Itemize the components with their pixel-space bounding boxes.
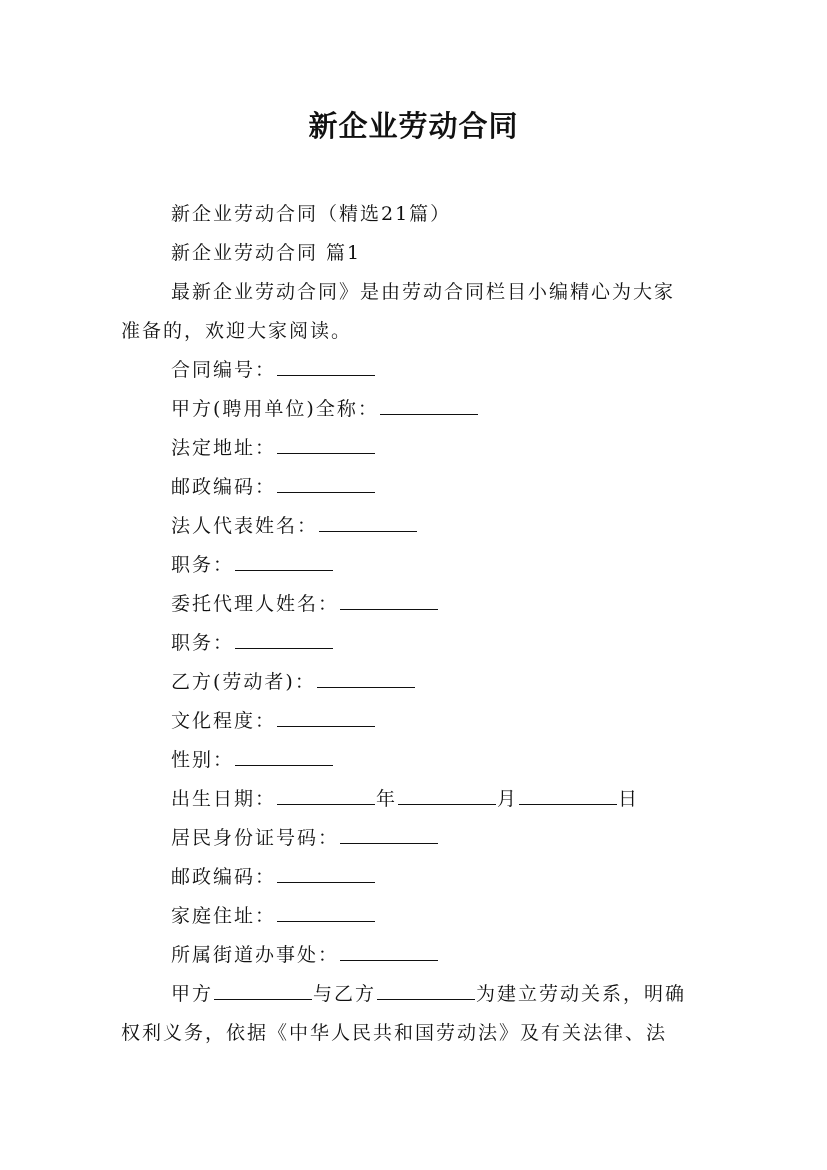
month-label: 月 — [497, 788, 519, 810]
fill-blank — [317, 671, 415, 688]
fill-blank — [235, 749, 333, 766]
field-postal-code-a — [171, 472, 376, 499]
field-label: 居民身份证号码： — [171, 827, 340, 849]
fill-blank — [277, 437, 375, 454]
intro-line-2 — [121, 316, 352, 343]
field-postal-code-b — [171, 862, 376, 889]
field-label: 法人代表姓名： — [171, 515, 319, 537]
agreement-text-c: 为建立劳动关系，明确 — [476, 983, 687, 1005]
fill-blank — [340, 944, 438, 961]
field-label: 所属街道办事处： — [171, 944, 340, 966]
fill-blank — [340, 827, 438, 844]
field-legal-address — [171, 433, 376, 460]
fill-blank — [277, 359, 375, 376]
year-label: 年 — [376, 788, 398, 810]
intro-text-2: 准备的，欢迎大家阅读。 — [121, 320, 353, 342]
field-position-1 — [171, 550, 334, 577]
field-label: 出生日期： — [171, 788, 277, 810]
field-label: 乙方(劳动者)： — [171, 671, 316, 693]
agreement-text-a: 甲方 — [171, 983, 214, 1005]
intro-text-1: 最新企业劳动合同》是由劳动合同栏目小编精心为大家 — [171, 281, 676, 303]
fill-blank — [235, 632, 333, 649]
field-label: 邮政编码： — [171, 866, 277, 888]
fill-blank — [277, 476, 375, 493]
fill-blank — [519, 788, 617, 805]
field-education — [171, 706, 376, 733]
fill-blank — [277, 905, 375, 922]
field-gender — [171, 745, 334, 772]
agreement-line-2 — [121, 1018, 667, 1045]
field-legal-rep-name — [171, 511, 418, 538]
agreement-line-1 — [171, 979, 686, 1006]
field-label: 职务： — [171, 632, 235, 654]
field-label: 邮政编码： — [171, 476, 277, 498]
field-party-b — [171, 667, 416, 694]
fill-blank — [235, 554, 333, 571]
document-title: 新企业劳动合同 — [308, 109, 519, 143]
fill-blank — [380, 398, 478, 415]
fill-blank — [214, 983, 312, 1000]
fill-blank — [398, 788, 496, 805]
section-heading-text: 新企业劳动合同 篇1 — [171, 242, 362, 264]
field-party-a-name — [171, 394, 479, 421]
field-position-2 — [171, 628, 334, 655]
field-label: 文化程度： — [171, 710, 277, 732]
subtitle-text: 新企业劳动合同（精选21篇） — [171, 203, 452, 225]
field-contract-number — [171, 355, 376, 382]
section-heading — [171, 238, 361, 265]
field-id-number — [171, 823, 439, 850]
field-subdistrict-office — [171, 940, 439, 967]
field-label: 合同编号： — [171, 359, 277, 381]
subtitle-line — [171, 199, 451, 226]
intro-line-1 — [171, 277, 675, 304]
field-label: 甲方(聘用单位)全称： — [171, 398, 379, 420]
agreement-text-d: 权利义务，依据《中华人民共和国劳动法》及有关法律、法 — [121, 1022, 668, 1044]
field-birth-date — [171, 784, 639, 811]
fill-blank — [277, 788, 375, 805]
field-label: 职务： — [171, 554, 235, 576]
agreement-text-b: 与乙方 — [313, 983, 377, 1005]
fill-blank — [340, 593, 438, 610]
fill-blank — [277, 710, 375, 727]
field-label: 性别： — [171, 749, 235, 771]
field-label: 法定地址： — [171, 437, 277, 459]
fill-blank — [319, 515, 417, 532]
day-label: 日 — [618, 788, 640, 810]
field-home-address — [171, 901, 376, 928]
field-agent-name — [171, 589, 439, 616]
field-label: 委托代理人姓名： — [171, 593, 340, 615]
fill-blank — [377, 983, 475, 1000]
fill-blank — [277, 866, 375, 883]
field-label: 家庭住址： — [171, 905, 277, 927]
